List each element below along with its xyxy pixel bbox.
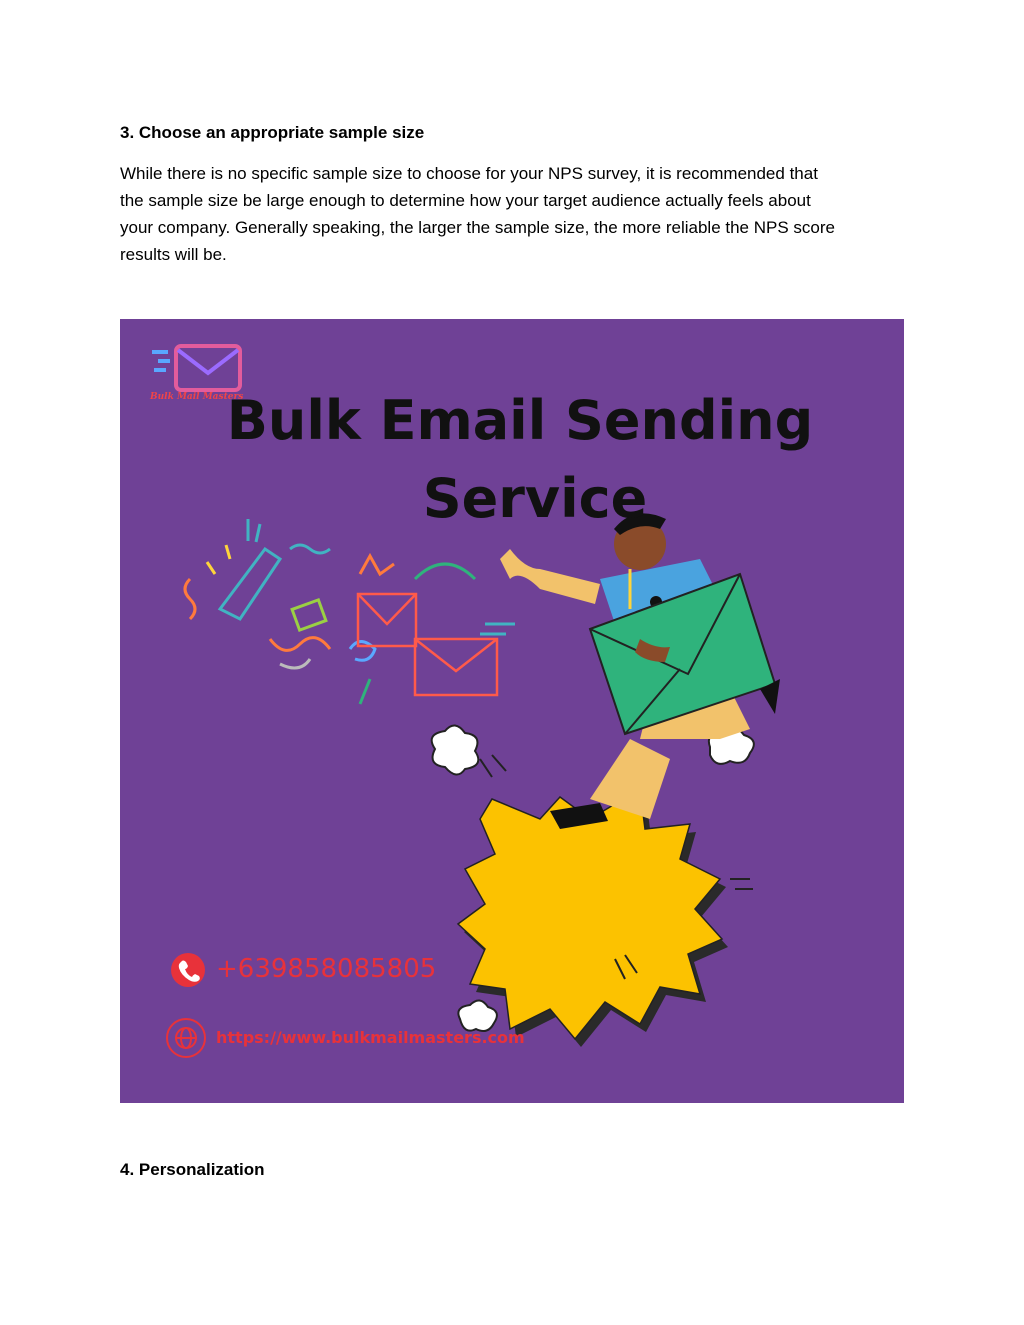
floating-envelopes — [358, 594, 497, 695]
envelope-logo-icon — [152, 346, 240, 390]
sample-size-paragraph — [120, 160, 910, 268]
banner-title-line1: Bulk Email Sending — [226, 389, 814, 452]
globe-icon — [167, 1019, 205, 1057]
paragraph-line: results will be. — [120, 245, 227, 264]
phone-number: +639858085805 — [216, 954, 437, 984]
paragraph-line: the sample size be large enough to determine how your target audience actually feels about — [120, 191, 811, 210]
bulk-email-banner-image — [120, 319, 904, 1103]
section-heading-personalization: 4. Personalization — [120, 1160, 265, 1179]
section-heading-sample-size: 3. Choose an appropriate sample size — [120, 123, 425, 142]
website-url: https://www.bulkmailmasters.com — [216, 1028, 525, 1047]
person-illustration — [500, 513, 780, 829]
paragraph-line: While there is no specific sample size to choose for your NPS survey, it is recommended that — [120, 164, 818, 183]
brand-logo-text: Bulk Mail Masters — [150, 392, 244, 402]
paragraph-line: your company. Generally speaking, the larger the sample size, the more reliable the NPS score — [120, 218, 835, 237]
banner-title-line2: Service — [422, 467, 648, 530]
phone-icon — [171, 953, 205, 987]
megaphone-icon — [185, 519, 515, 704]
